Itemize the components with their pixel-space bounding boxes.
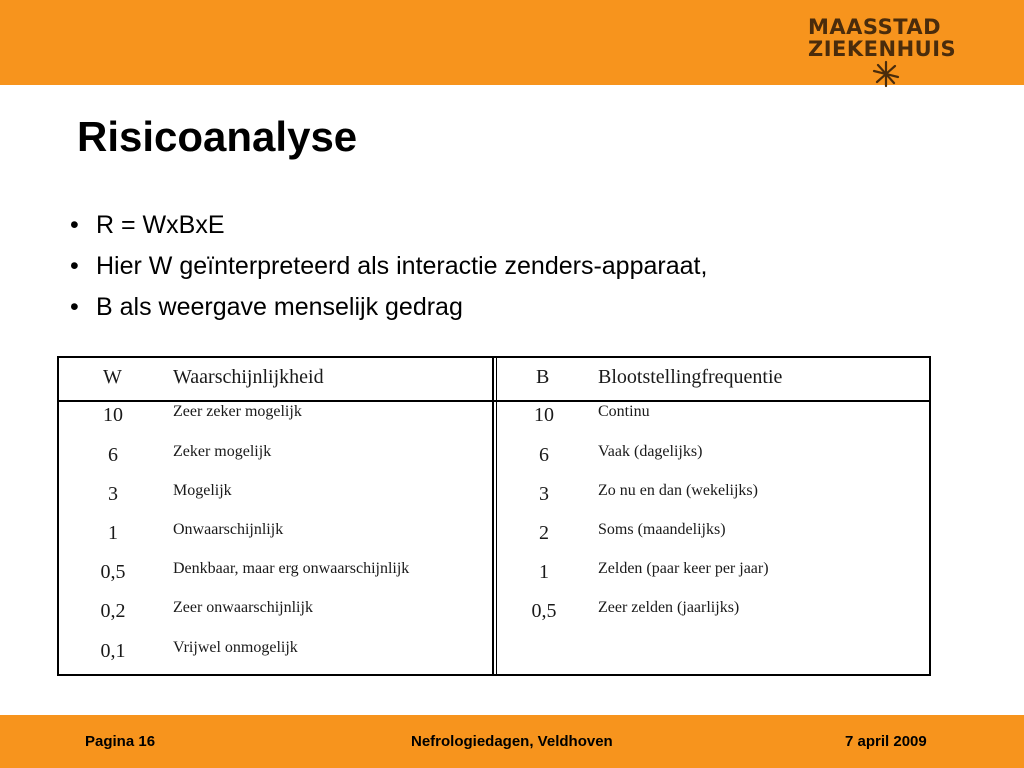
header-waarschijnlijkheid: Waarschijnlijkheid xyxy=(173,366,324,388)
w-label: Onwaarschijnlijk xyxy=(173,521,284,538)
bullet-item xyxy=(70,246,707,287)
b-label: Soms (maandelijks) xyxy=(598,521,726,538)
b-value: 10 xyxy=(534,404,554,426)
bullet-text: Hier W geïnterpreteerd als interactie zenders-apparaat, xyxy=(96,252,708,280)
w-label: Zeer zeker mogelijk xyxy=(173,403,302,420)
bullet-list xyxy=(70,205,707,328)
w-value: 1 xyxy=(108,522,118,544)
w-label: Denkbaar, maar erg onwaarschijnlijk xyxy=(173,560,410,577)
header-w: W xyxy=(103,366,122,388)
w-label: Mogelijk xyxy=(173,482,232,499)
bullet-item xyxy=(70,287,707,328)
w-value: 3 xyxy=(108,483,118,505)
w-label: Zeker mogelijk xyxy=(173,443,272,460)
w-value: 0,1 xyxy=(100,640,126,662)
b-value: 3 xyxy=(539,483,549,505)
header-blootstellingfrequentie: Blootstellingfrequentie xyxy=(598,366,783,388)
b-value: 1 xyxy=(539,561,549,583)
w-value: 10 xyxy=(103,404,123,426)
b-label: Continu xyxy=(598,403,650,420)
logo-line-1: MAASSTAD xyxy=(808,15,942,39)
b-value: 6 xyxy=(539,444,549,466)
bullet-item xyxy=(70,205,707,246)
w-label: Zeer onwaarschijnlijk xyxy=(173,599,313,616)
bullet-dot: • xyxy=(70,211,79,239)
bullet-dot: • xyxy=(70,252,79,280)
b-value: 2 xyxy=(539,522,549,544)
w-value: 6 xyxy=(108,444,118,466)
b-label: Zelden (paar keer per jaar) xyxy=(598,560,769,577)
bullet-dot: • xyxy=(70,293,79,321)
slide-title: Risicoanalyse xyxy=(77,113,358,160)
w-value: 0,5 xyxy=(100,561,126,583)
b-label: Zeer zelden (jaarlijks) xyxy=(598,599,740,616)
bullet-text: R = WxBxE xyxy=(96,211,225,239)
event-name: Nefrologiedagen, Veldhoven xyxy=(411,733,613,750)
presentation-date: 7 april 2009 xyxy=(845,733,927,750)
w-label: Vrijwel onmogelijk xyxy=(173,639,298,656)
b-label: Vaak (dagelijks) xyxy=(598,443,703,460)
logo-line-2: ZIEKENHUIS xyxy=(808,37,957,61)
header-band xyxy=(0,0,1024,85)
table-header-rule xyxy=(59,400,929,402)
header-b: B xyxy=(536,366,550,388)
page-number: Pagina 16 xyxy=(85,733,156,750)
asterisk-star-icon xyxy=(872,60,900,88)
b-label: Zo nu en dan (wekelijks) xyxy=(598,482,758,499)
bullet-text: B als weergave menselijk gedrag xyxy=(96,293,463,321)
footer-band xyxy=(0,715,1024,768)
table-divider xyxy=(492,358,494,674)
hospital-logo xyxy=(808,15,957,84)
table-divider xyxy=(496,358,497,674)
w-value: 0,2 xyxy=(100,600,126,622)
risk-table xyxy=(57,356,931,676)
b-value: 0,5 xyxy=(531,600,557,622)
